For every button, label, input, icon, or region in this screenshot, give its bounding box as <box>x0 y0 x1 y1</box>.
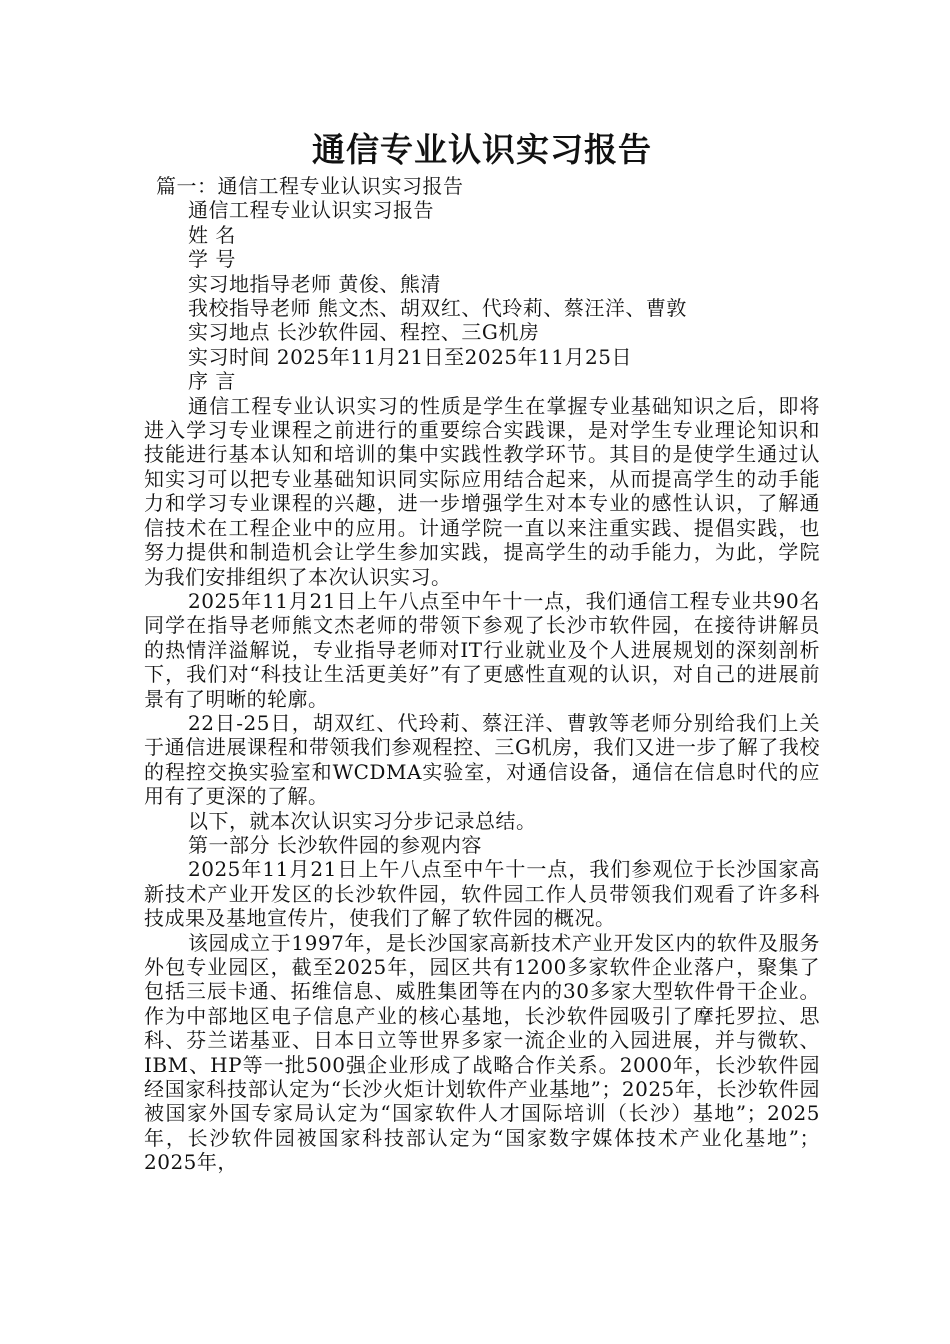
part-one-heading: 第一部分 长沙软件园的参观内容 <box>188 832 482 857</box>
paragraph-summary-note: 以下，就本次认识实习分步记录总结。 <box>188 808 537 833</box>
internship-time: 实习时间 2025年11月21日至2025年11月25日 <box>188 344 632 369</box>
preface-label: 序 言 <box>188 369 236 394</box>
paragraph-intro: 通信工程专业认识实习的性质是学生在掌握专业基础知识之后，即将进入学习专业课程之前进行的重要综合实践课，是对学生专业理论知识和技能进行基本认知和培训的集中实践性教学环节。其目的是使学生通过认知实习可以把专业基础知识同实际应用结合起来，从而提高学生的动手能力和学习专业课程的兴趣，进一步增强学生对本专业的感性认识，了解通信技术在工程企业中的应用。计通学院一直以来注重实践、提倡实践，也努力提供和制造机会让学生参加实践，提高学生的动手能力，为此，学院为我们安排组织了本次认识实习。 <box>144 393 820 589</box>
site-supervisor: 实习地指导老师 黄俊、熊清 <box>188 271 441 296</box>
document-title: 通信专业认识实习报告 <box>312 130 652 169</box>
paragraph-software-park-history: 该园成立于1997年，是长沙国家高新技术产业开发区内的软件及服务外包专业园区，截至2025年，园区共有1200多家软件企业落户，聚集了包括三辰卡通、拓维信息、威胜集团等在内的30多家大型软件骨干企业。作为中部地区电子信息产业的核心基地，长沙软件园吸引了摩托罗拉、思科、芬兰诺基亚、日本日立等世界多家一流企业的入园进展，并与微软、IBM、HP等一批500强企业形成了战略合作关系。2000年，长沙软件园经国家科技部认定为“长沙火炬计划软件产业基地”；2025年，长沙软件园被国家外国专家局认定为“国家软件人才国际培训（长沙）基地”；2025年，长沙软件园被国家科技部认定为“国家数字媒体技术产业化基地”；2025年， <box>144 930 820 1175</box>
internship-location: 实习地点 长沙软件园、程控、三G机房 <box>188 320 540 345</box>
paragraph-software-park-visit: 2025年11月21日上午八点至中午十一点，我们参观位于长沙国家高新技术产业开发区的长沙软件园，软件园工作人员带领我们观看了许多科技成果及基地宣传片，使我们了解了软件园的概况。 <box>144 857 820 931</box>
paragraph-visit-nov21: 2025年11月21日上午八点至中午十一点，我们通信工程专业共90名同学在指导老师熊文杰老师的带领下参观了长沙市软件园，在接待讲解员的热情洋溢解说，专业指导老师对IT行业就业及个人进展规划的深刻剖析下，我们对“科技让生活更美好”有了更感性直观的认识，对自己的进展前景有了明晰的轮廓。 <box>144 588 820 711</box>
report-title: 通信工程专业认识实习报告 <box>188 198 434 223</box>
name-label: 姓 名 <box>188 222 236 247</box>
section-heading: 篇一：通信工程专业认识实习报告 <box>156 174 464 198</box>
school-supervisor: 我校指导老师 熊文杰、胡双红、代玲莉、蔡汪洋、曹敦 <box>188 296 687 321</box>
document-page <box>144 128 820 1175</box>
paragraph-nov22-25: 22日-25日，胡双红、代玲莉、蔡汪洋、曹敦等老师分别给我们上关于通信进展课程和带领我们参观程控、三G机房，我们又进一步了解了我校的程控交换实验室和WCDMA实验室，对通信设备，通信在信息时代的应用有了更深的了解。 <box>144 710 820 809</box>
student-id-label: 学 号 <box>188 247 236 272</box>
